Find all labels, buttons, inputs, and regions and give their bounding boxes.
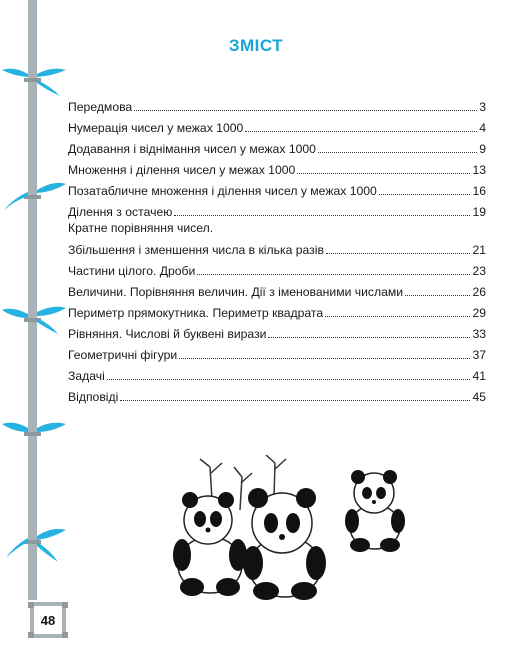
toc-entry[interactable] xyxy=(68,257,486,278)
toc-entry-title: Величини. Порівняння величин. Дії з іменованими числами xyxy=(68,285,404,299)
toc-entry-title: Відповіді xyxy=(68,390,119,404)
toc-entry-page: 26 xyxy=(472,285,486,299)
toc-entry[interactable] xyxy=(68,219,486,257)
panda-illustration xyxy=(170,455,420,600)
toc-entry[interactable] xyxy=(68,177,486,198)
toc-entry-title: Рівняння. Числові й буквені вирази xyxy=(68,327,267,341)
dot-leader xyxy=(197,273,470,275)
dot-leader xyxy=(174,214,470,216)
toc-entry-page: 21 xyxy=(472,243,486,257)
toc-entry-title: Збільшення і зменшення числа в кілька разів xyxy=(68,243,324,257)
toc-entry-title: Додавання і віднімання чисел у межах 1000 xyxy=(68,142,316,156)
toc-entry[interactable] xyxy=(68,383,486,404)
toc-entry-title: Частини цілого. Дроби xyxy=(68,264,196,278)
toc-entry[interactable] xyxy=(68,278,486,299)
toc-entry[interactable] xyxy=(68,320,486,341)
dot-leader xyxy=(134,109,477,111)
toc-entry-page: 45 xyxy=(472,390,486,404)
toc-entry-page: 23 xyxy=(472,264,486,278)
bamboo-border xyxy=(0,0,70,650)
dot-leader xyxy=(179,357,470,359)
panda-middle xyxy=(243,488,326,600)
toc-entry-title-line1: Кратне порівняння чисел. xyxy=(68,221,214,235)
dot-leader xyxy=(325,315,470,317)
dot-leader xyxy=(405,294,470,296)
dot-leader xyxy=(268,336,470,338)
dot-leader xyxy=(379,193,471,195)
toc-entry-page: 9 xyxy=(479,142,486,156)
toc-entry[interactable] xyxy=(68,198,486,219)
toc-entry[interactable] xyxy=(68,341,486,362)
toc-entry[interactable] xyxy=(68,362,486,383)
table-of-contents xyxy=(68,93,486,404)
toc-entry-page: 16 xyxy=(472,184,486,198)
dot-leader xyxy=(120,399,470,401)
toc-entry-title: Передмова xyxy=(68,100,133,114)
toc-entry-page: 41 xyxy=(472,369,486,383)
toc-entry-page: 19 xyxy=(472,205,486,219)
toc-entry-title: Позатабличне множення і ділення чисел у межах 1000 xyxy=(68,184,377,198)
toc-entry-title: Множення і ділення чисел у межах 1000 xyxy=(68,163,296,177)
dot-leader xyxy=(326,252,471,254)
toc-entry-page: 29 xyxy=(472,306,486,320)
toc-entry[interactable] xyxy=(68,114,486,135)
panda-right xyxy=(345,470,405,552)
toc-entry-page: 3 xyxy=(479,100,486,114)
toc-entry-page: 33 xyxy=(472,327,486,341)
toc-entry-title: Ділення з остачею xyxy=(68,205,173,219)
dot-leader xyxy=(318,151,477,153)
page-title: ЗМІСТ xyxy=(228,36,284,55)
panda-left xyxy=(173,492,247,596)
toc-entry[interactable] xyxy=(68,93,486,114)
dot-leader xyxy=(245,130,477,132)
page-number: 48 xyxy=(40,612,56,628)
toc-entry-page: 4 xyxy=(479,121,486,135)
dot-leader xyxy=(107,378,471,380)
toc-entry-title: Нумерація чисел у межах 1000 xyxy=(68,121,244,135)
toc-entry-title: Задачі xyxy=(68,369,105,383)
toc-entry-page: 13 xyxy=(472,163,486,177)
bamboo-stalk xyxy=(24,0,41,600)
toc-entry[interactable] xyxy=(68,156,486,177)
toc-entry-title: Периметр прямокутника. Периметр квадрата xyxy=(68,306,324,320)
dot-leader xyxy=(297,172,470,174)
toc-entry[interactable] xyxy=(68,299,486,320)
toc-entry-page: 37 xyxy=(472,348,486,362)
toc-entry[interactable] xyxy=(68,135,486,156)
toc-entry-title: Геометричні фігури xyxy=(68,348,178,362)
